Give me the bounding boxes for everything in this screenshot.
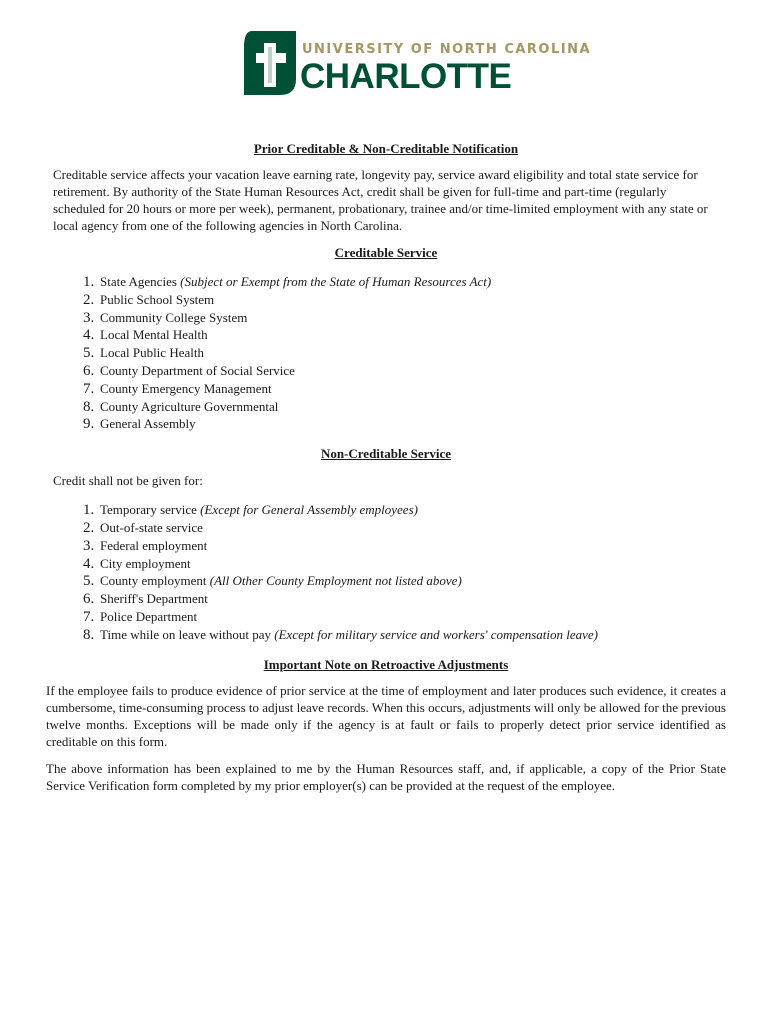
noncreditable-heading: Non-Creditable Service bbox=[320, 446, 452, 462]
list-item: 2. Out-of-state service bbox=[98, 519, 726, 537]
list-item: 5. Local Public Health bbox=[98, 344, 726, 362]
creditable-heading: Creditable Service bbox=[334, 245, 438, 260]
list-item: 6. Sheriff's Department bbox=[98, 590, 726, 608]
list-item: 8. County Agriculture Governmental bbox=[98, 398, 726, 416]
list-item: 3. Federal employment bbox=[98, 537, 726, 555]
list-item: 3. Community College System bbox=[98, 309, 726, 327]
noncreditable-list bbox=[46, 501, 726, 643]
logo-main-text: CHARLOTTE bbox=[300, 57, 512, 96]
noncreditable-lead: Credit shall not be given for: bbox=[53, 473, 203, 489]
uncc-crown-icon bbox=[242, 29, 298, 97]
list-item: 5. County employment (All Other County Employment not listed above) bbox=[98, 572, 726, 590]
important-note-paragraph: If the employee fails to produce evidence of prior service at the time of employment and later produces such evidence, it creates a cumbersome, time-consuming process to adjust leave records. When this occurs, adjustments will only be allowed for the previous twelve months. Exceptions will be made only if the agency is at fault or fails to properly detect prior service identified as creditable on this form. bbox=[46, 682, 726, 749]
list-item: 7. County Emergency Management bbox=[98, 380, 726, 398]
creditable-list bbox=[46, 273, 726, 433]
intro-paragraph: Creditable service affects your vacation leave earning rate, longevity pay, service award eligibility and total state service for retirement. By authority of the State Human Resources Act, credit shall be given for full-time and part-time (regularly scheduled for 20 hours or more per week), permanent, probationary, trainee and/or time-limited employment with any state or local agency from one of the following agencies in North Carolina. bbox=[53, 167, 708, 233]
important-note-heading: Important Note on Retroactive Adjustments bbox=[263, 656, 509, 672]
university-logo bbox=[242, 29, 592, 99]
list-item: 8. Time while on leave without pay (Except for military service and workers' compensation leave) bbox=[98, 626, 726, 644]
list-item: 4. City employment bbox=[98, 555, 726, 573]
list-item: 2. Public School System bbox=[98, 291, 726, 309]
acknowledgement-paragraph: The above information has been explained to me by the Human Resources staff, and, if applicable, a copy of the Prior State Service Verification form completed by my prior employer(s) can be provided at the request of the employee. bbox=[46, 760, 726, 793]
list-item: 4. Local Mental Health bbox=[98, 326, 726, 344]
list-item: 1. Temporary service (Except for General Assembly employees) bbox=[98, 501, 726, 519]
document-body bbox=[46, 140, 726, 794]
list-item: 6. County Department of Social Service bbox=[98, 362, 726, 380]
list-item: 7. Police Department bbox=[98, 608, 726, 626]
page-title: Prior Creditable & Non-Creditable Notification bbox=[253, 141, 519, 156]
list-item: 9. General Assembly bbox=[98, 415, 726, 433]
list-item: 1. State Agencies (Subject or Exempt from the State of Human Resources Act) bbox=[98, 273, 726, 291]
logo-top-text: UNIVERSITY OF NORTH CAROLINA bbox=[302, 42, 592, 57]
